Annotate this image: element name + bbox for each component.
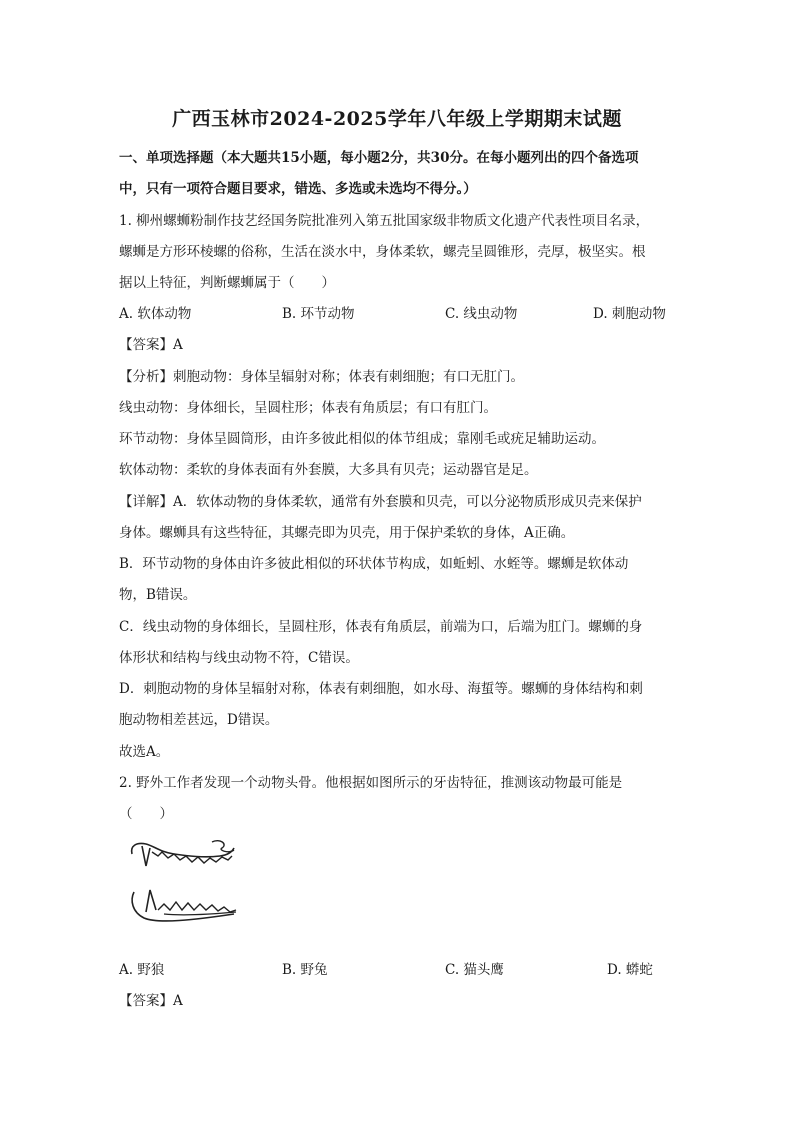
q2-stem-line-1: 2. 野外工作者发现一个动物头骨。他根据如图所示的牙齿特征，推测该动物最可能是: [119, 775, 623, 791]
lower-canine: [146, 890, 156, 912]
q2-answer: 【答案】A: [119, 993, 183, 1009]
skull-squiggle: [212, 841, 234, 852]
q1-option-d: D. 刺胞动物: [593, 306, 666, 322]
q1-option-a: A. 软体动物: [119, 306, 192, 322]
upper-teeth: [152, 852, 232, 863]
q1-option-b: B. 环节动物: [282, 306, 355, 322]
q1-detail-line-6: 体形状和结构与线虫动物不符，C错误。: [119, 650, 359, 666]
q1-detail-line-5: C．线虫动物的身体细长，呈圆柱形，体表有角质层，前端为口，后端为肛门。螺蛳的身: [119, 619, 643, 635]
q1-analysis-line-1: 【分析】刺胞动物：身体呈辐射对称；体表有刺细胞；有口无肛门。: [119, 369, 524, 385]
q2-option-d: D. 蟒蛇: [607, 962, 653, 978]
q1-detail-line-8: 胞动物相差甚远，D错误。: [119, 712, 279, 728]
q1-analysis-line-2: 线虫动物：身体细长，呈圆柱形；体表有角质层；有口有肛门。: [119, 400, 497, 416]
skull-teeth-figure: [124, 832, 244, 932]
q1-analysis-line-3: 环节动物：身体呈圆筒形，由许多彼此相似的体节组成；靠刚毛或疣足辅助运动。: [119, 431, 605, 447]
upper-canine: [142, 846, 150, 866]
q1-analysis-line-4: 软体动物：柔软的身体表面有外套膜，大多具有贝壳；运动器官是足。: [119, 462, 538, 478]
q1-stem-line-1: 1. 柳州螺蛳粉制作技艺经国务院批准列入第五批国家级非物质文化遗产代表性项目名录，: [119, 213, 650, 229]
q2-option-c: C. 猫头鹰: [445, 962, 504, 978]
page-title: 广西玉林市2024-2025学年八年级上学期期末试题: [172, 108, 622, 130]
q1-detail-line-9: 故选A。: [119, 744, 170, 760]
q1-stem-line-3: 据以上特征，判断螺蛳属于（ ）: [119, 275, 335, 291]
q1-stem-line-2: 螺蛳是方形环棱螺的俗称，生活在淡水中，身体柔软，螺壳呈圆锥形，壳厚，极坚实。根: [119, 244, 646, 260]
q2-option-b: B. 野兔: [282, 962, 328, 978]
section-heading-line-1: 一、单项选择题（本大题共15小题，每小题2分，共30分。在每小题列出的四个备选项: [119, 150, 639, 166]
q1-detail-line-2: 身体。螺蛳具有这些特征，其螺壳即为贝壳，用于保护柔软的身体，A正确。: [119, 525, 575, 541]
q1-detail-line-4: 物，B错误。: [119, 587, 197, 603]
q2-stem-line-2: （ ）: [119, 806, 173, 822]
q1-detail-line-1: 【详解】A．软体动物的身体柔软，通常有外套膜和贝壳，可以分泌物质形成贝壳来保护: [119, 494, 642, 510]
q2-option-a: A. 野狼: [119, 962, 165, 978]
lower-teeth: [158, 902, 236, 912]
section-heading-line-2: 中，只有一项符合题目要求，错选、多选或未选均不得分。）: [119, 181, 477, 197]
q1-detail-line-7: D．刺胞动物的身体呈辐射对称，体表有刺细胞，如水母、海蜇等。螺蛳的身体结构和刺: [119, 681, 643, 697]
q1-answer: 【答案】A: [119, 337, 183, 353]
q1-option-c: C. 线虫动物: [445, 306, 518, 322]
q1-detail-line-3: B．环节动物的身体由许多彼此相似的环状体节构成，如蚯蚓、水蛭等。螺蛳是软体动: [119, 556, 629, 572]
upper-jaw-outline: [132, 843, 234, 856]
lower-jaw-base: [164, 912, 236, 915]
